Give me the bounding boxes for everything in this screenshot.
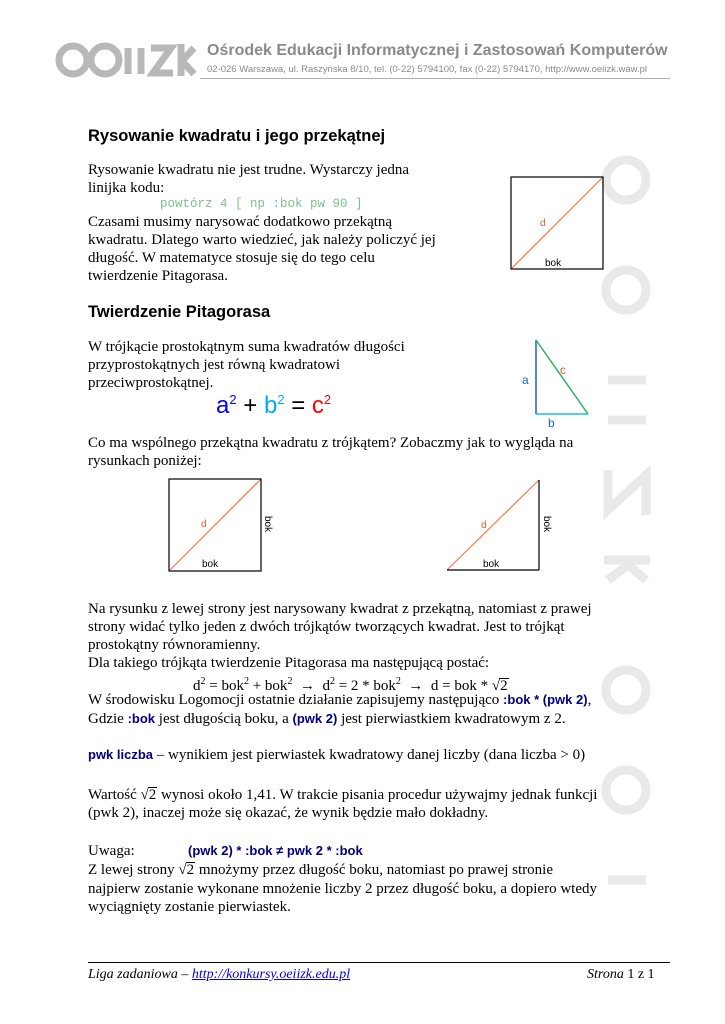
pythagoras-isosceles-equation: $d^2 = bok^2 + bok^2 \to d^2 = 2 * bok^2 \to d$ = bok * √2 (193, 676, 508, 694)
formula-c: c (311, 392, 324, 419)
code-keyword: pwk liczba (88, 747, 154, 762)
label-bok-bottom: bok (202, 559, 219, 570)
org-name: Ośrodek Edukacji Informatycznej i Zastosowań Komputerów (207, 42, 668, 59)
paragraph-line: twierdzenie Pitagorasa. (88, 268, 228, 284)
label-d: d (201, 519, 207, 530)
square-with-diagonal-figure (168, 478, 278, 574)
label-bok: bok (545, 258, 562, 269)
paragraph-line: Dla takiego trójkąta twierdzenie Pitagorasa ma następującą postać: (88, 655, 490, 671)
hypotenuse-c (536, 340, 588, 414)
oeiizk-logo (55, 40, 195, 80)
code-keyword: :bok * (pwk 2) (503, 692, 588, 707)
page-number: Strona 1 z 1 (587, 967, 655, 982)
logo-text: OEIIZK (55, 38, 59, 39)
code-keyword: (pwk 2) * :bok ≠ pwk 2 * :bok (188, 843, 363, 858)
paragraph-line: wyciągnięty zostanie pierwiastek. (88, 899, 291, 915)
diagonal-line (170, 480, 260, 570)
label-bok-side: bok (262, 516, 273, 533)
oeiizk-watermark (596, 90, 656, 920)
paragraph-line: Z lewej strony √2 mnożymy przez długość boku, natomiast po prawej stronie (88, 862, 553, 878)
section-title-square: Rysowanie kwadratu i jego przekątnej (88, 127, 386, 145)
paragraph-line: przeciwprostokątnej. (88, 375, 214, 391)
paragraph-line: W środowisku Logomocji ostatnie działanie zapisujemy następująco :bok * (pwk 2), (88, 692, 592, 708)
contest-link[interactable]: http://konkursy.oeiizk.edu.pl (191, 967, 351, 982)
formula-b: b (263, 392, 278, 419)
label-a: a (522, 373, 529, 387)
header-divider (200, 78, 670, 79)
paragraph-line: rysunkach poniżej: (88, 453, 202, 469)
right-triangle-figure (518, 336, 593, 431)
paragraph-line: pwk liczba – wynikiem jest pierwiastek kwadratowy danej liczby (dana liczba > 0) (88, 747, 586, 763)
code-keyword: :bok (127, 711, 156, 726)
paragraph-line: najpierw zostanie wykonane mnożenie liczby 2 przez długość boku, a dopiero wtedy (88, 881, 597, 897)
section-title-pythagoras: Twierdzenie Pitagorasa (88, 303, 271, 321)
label-b: b (548, 416, 555, 430)
paragraph-line: prostokątny równoramienny. (88, 637, 261, 653)
paragraph-line: Uwaga: (88, 843, 135, 859)
formula-a: a (216, 392, 230, 419)
paragraph-line: kwadratu. Dlatego warto wiedzieć, jak należy policzyć jej (88, 232, 436, 248)
paragraph-line: Co ma wspólnego przekątna kwadratu z trójkątem? Zobaczmy jak to wygląda na (88, 435, 574, 451)
code-snippet: powtórz 4 [ np :bok pw 90 ] (160, 197, 363, 211)
label-bok-bottom: bok (483, 559, 500, 570)
paragraph-line: W trójkącie prostokątnym suma kwadratów długości (88, 339, 405, 355)
paragraph-line: strony widać tylko jeden z dwóch trójkątów tworzących kwadrat. Jest to trójkąt (88, 619, 565, 635)
footer-left: Liga zadaniowa – http://konkursy.oeiizk.edu.pl (88, 967, 351, 982)
label-d: d (540, 218, 546, 229)
label-bok-side: bok (541, 516, 552, 533)
paragraph-line: linijka kodu: (88, 180, 165, 196)
paragraph-line: Na rysunku z lewej strony jest narysowany kwadrat z przekątną, natomiast z prawej (88, 601, 592, 617)
paragraph-line: (pwk 2), inaczej może się okazać, że wynik będzie mało dokładny. (88, 805, 489, 821)
pythagoras-formula: $a^2 + b^2 = c^2$ (216, 392, 332, 419)
square-diagonal-figure (510, 176, 605, 271)
footer-divider (88, 962, 670, 963)
paragraph-line: Gdzie :bok jest długością boku, a (pwk 2) jest pierwiastkiem kwadratowym z 2. (88, 711, 566, 727)
paragraph-line: długość. W matematyce stosuje się do tego celu (88, 250, 375, 266)
label-d: d (481, 520, 487, 531)
paragraph-line: przyprostokątnych jest równą kwadratowi (88, 357, 341, 373)
org-address: 02-026 Warszawa, ul. Raszyńska 8/10, tel. (0-22) 5794100, fax (0-22) 5794170, http://www.oeiizk.waw.pl (207, 64, 648, 75)
hypotenuse-line (447, 480, 539, 570)
diagonal-line (512, 178, 602, 268)
paragraph-line: Wartość √2 wynosi około 1,41. W trakcie pisania procedur używajmy jednak funkcji (88, 787, 598, 803)
label-c: c (560, 363, 566, 377)
code-keyword: (pwk 2) (292, 711, 338, 726)
paragraph-line: Czasami musimy narysować dodatkowo przekątną (88, 214, 393, 230)
isosceles-triangle-figure (445, 478, 557, 574)
paragraph-line: Rysowanie kwadratu nie jest trudne. Wystarczy jedna (88, 162, 410, 178)
